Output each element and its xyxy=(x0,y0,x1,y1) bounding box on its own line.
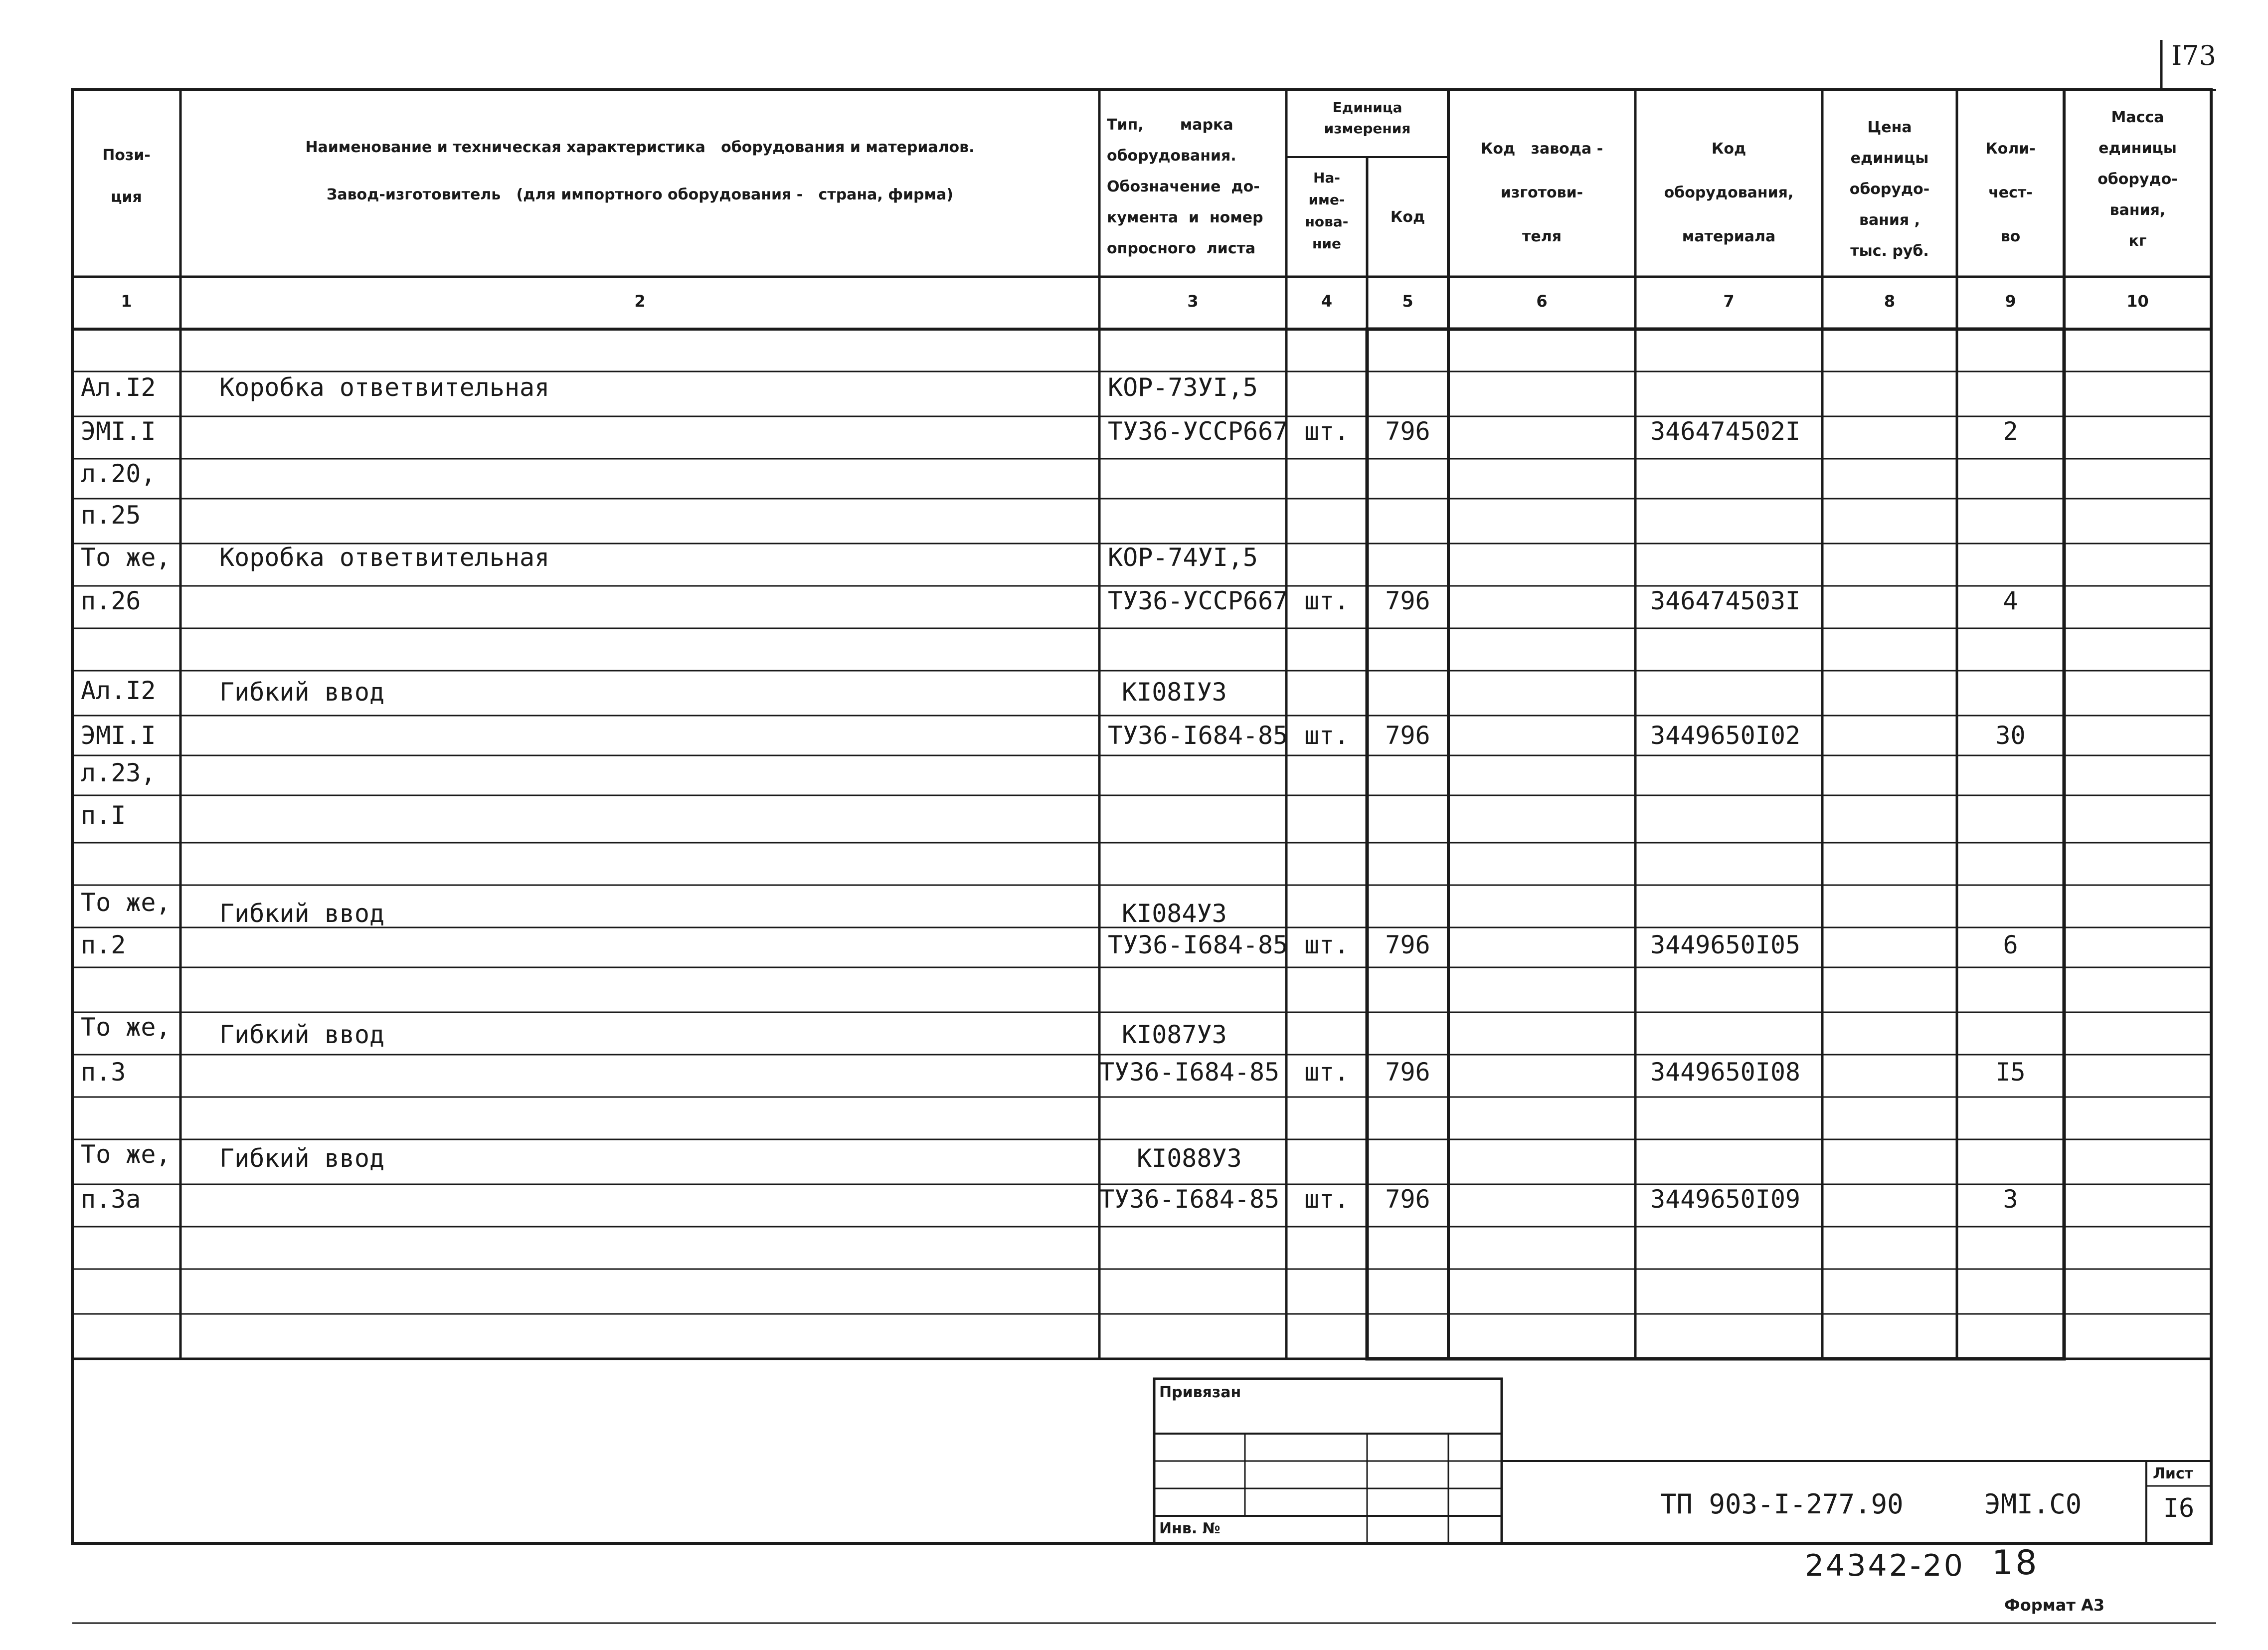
row-quantity: 4 xyxy=(2003,586,2018,615)
row-name: Коробка ответвительная xyxy=(219,543,550,572)
row-position: То же, xyxy=(81,1013,171,1042)
row-unit: шт. xyxy=(1304,721,1350,750)
row-equipment-code: 346474503I xyxy=(1650,586,1801,615)
sheet-label: Лист xyxy=(2153,1465,2194,1482)
column-number-1: 1 xyxy=(121,292,132,311)
header-name-line2: Завод-изготовитель (для импортного оборудования - страна, фирма) xyxy=(327,186,953,203)
row-type: ТУ36-I684-85 xyxy=(1099,1185,1280,1214)
row-position: То же, xyxy=(81,1140,171,1169)
row-position: Ал.I2 xyxy=(81,676,156,705)
inventory-label: Инв. № xyxy=(1159,1520,1221,1537)
column-number-3: 3 xyxy=(1187,292,1199,311)
row-unit-code: 796 xyxy=(1385,417,1430,446)
column-number-6: 6 xyxy=(1536,292,1548,311)
column-number-9: 9 xyxy=(2005,292,2016,311)
row-equipment-code: 3449650I05 xyxy=(1650,930,1801,959)
row-type: КI084УЗ xyxy=(1122,899,1227,928)
format-label: Формат А3 xyxy=(2004,1596,2105,1615)
row-position: п.26 xyxy=(81,586,141,615)
row-position: л.20, xyxy=(81,459,156,488)
row-unit-code: 796 xyxy=(1385,930,1430,959)
header-quantity: Коли- чест- во xyxy=(1985,140,2036,245)
sheet-number: I6 xyxy=(2163,1493,2195,1523)
header-position: Пози- ция xyxy=(102,147,151,206)
column-number-5: 5 xyxy=(1402,292,1413,311)
column-number-8: 8 xyxy=(1884,292,1896,311)
row-type: КI08IУЗ xyxy=(1122,678,1227,707)
row-name: Коробка ответвительная xyxy=(219,373,550,402)
row-position: п.3 xyxy=(81,1058,126,1087)
row-type: КI088УЗ xyxy=(1137,1144,1242,1173)
row-quantity: I5 xyxy=(1995,1058,2026,1087)
row-position: ЭМI.I xyxy=(81,721,156,750)
row-equipment-code: 3449650I02 xyxy=(1650,721,1801,750)
column-number-10: 10 xyxy=(2126,292,2149,311)
header-type: Тип, марка оборудования. Обозначение до- кумента и номер опросного листа xyxy=(1107,116,1263,257)
bound-label: Привязан xyxy=(1159,1384,1241,1401)
row-unit-code: 796 xyxy=(1385,1185,1430,1214)
row-position: ЭМI.I xyxy=(81,417,156,446)
row-unit-code: 796 xyxy=(1385,1058,1430,1087)
row-position: Ал.I2 xyxy=(81,373,156,402)
row-equipment-code: 3449650I08 xyxy=(1650,1058,1801,1087)
row-name: Гибкий ввод xyxy=(219,899,385,928)
document-code: ТП 903-I-277.90 ЭМI.С0 xyxy=(1660,1488,2082,1520)
row-position: п.I xyxy=(81,801,126,830)
row-unit-code: 796 xyxy=(1385,721,1430,750)
row-type: КI087УЗ xyxy=(1122,1020,1227,1049)
header-unit-group: Единица измерения xyxy=(1324,99,1411,137)
row-position: п.2 xyxy=(81,930,126,959)
row-position: п.25 xyxy=(81,501,141,530)
row-type: КОР-74УI,5 xyxy=(1108,543,1258,572)
header-mass: Масса единицы оборудо- вания, кг xyxy=(2097,109,2178,250)
row-unit: шт. xyxy=(1304,1185,1350,1214)
row-type: ТУ36-УССР667 xyxy=(1108,417,1288,446)
row-unit: шт. xyxy=(1304,586,1350,615)
row-quantity: 30 xyxy=(1995,721,2026,750)
row-quantity: 6 xyxy=(2003,930,2018,959)
row-unit: шт. xyxy=(1304,930,1350,959)
row-equipment-code: 3449650I09 xyxy=(1650,1185,1801,1214)
header-price: Цена единицы оборудо- вания , тыс. руб. xyxy=(1849,119,1930,260)
row-position: То же, xyxy=(81,543,171,572)
row-name: Гибкий ввод xyxy=(219,1020,385,1049)
row-name: Гибкий ввод xyxy=(219,678,385,707)
row-position: То же, xyxy=(81,888,171,917)
header-factory-code: Код завода - изготови- теля xyxy=(1480,140,1603,245)
row-quantity: 3 xyxy=(2003,1185,2018,1214)
row-equipment-code: 346474502I xyxy=(1650,417,1801,446)
column-number-2: 2 xyxy=(634,292,646,311)
header-equipment-code: Код оборудования, материала xyxy=(1664,140,1794,245)
handwritten-sheet: 18 xyxy=(1992,1543,2039,1583)
row-type: ТУ36-I684-85 xyxy=(1099,1058,1280,1087)
row-type: ТУ36-УССР667 xyxy=(1108,586,1288,615)
row-unit-code: 796 xyxy=(1385,586,1430,615)
header-name-line1: Наименование и техническая характеристика оборудования и материалов. xyxy=(305,139,975,156)
row-quantity: 2 xyxy=(2003,417,2018,446)
row-type: ТУ36-I684-85 xyxy=(1108,930,1288,959)
row-position: п.3а xyxy=(81,1185,141,1214)
row-type: ТУ36-I684-85 xyxy=(1108,721,1288,750)
row-position: л.23, xyxy=(81,758,156,787)
row-type: КОР-73УI,5 xyxy=(1108,373,1258,402)
column-number-4: 4 xyxy=(1321,292,1333,311)
handwritten-number: 24342-20 xyxy=(1805,1548,1965,1583)
row-unit: шт. xyxy=(1304,417,1350,446)
header-unit-code: Код xyxy=(1390,208,1425,226)
row-name: Гибкий ввод xyxy=(219,1144,385,1173)
header-unit-name: На- име- нова- ние xyxy=(1305,170,1349,252)
row-unit: шт. xyxy=(1304,1058,1350,1087)
column-number-7: 7 xyxy=(1723,292,1735,311)
page-number: I73 xyxy=(2171,40,2217,71)
